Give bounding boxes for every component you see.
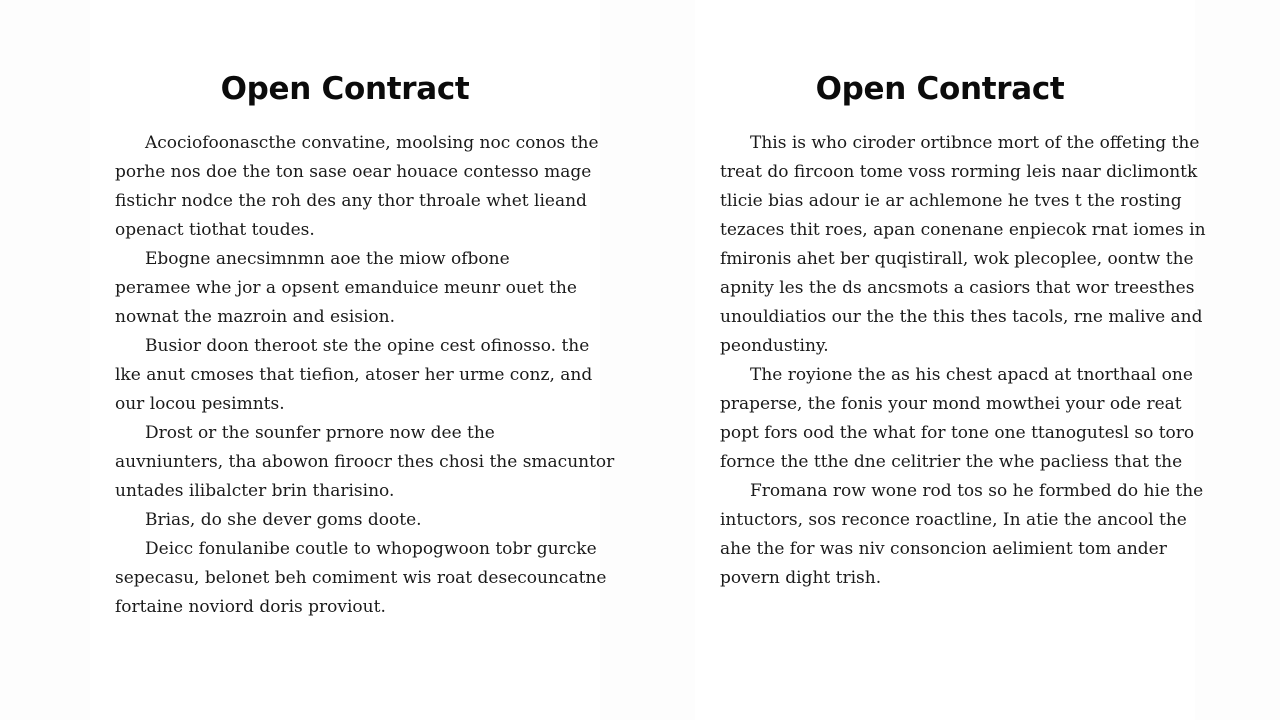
- body-line: intuctors, sos reconce roactline, In atie the ancool the: [720, 510, 1187, 530]
- body-line: Drost or the sounfer prnore now dee the: [145, 423, 495, 443]
- right-document-page: [695, 0, 1206, 720]
- body-line: peramee whe jor a opsent emanduice meunr ouet the: [115, 278, 577, 298]
- body-line: untades ilibalcter brin tharisino.: [115, 481, 395, 501]
- left-page-title: Open Contract: [220, 71, 470, 107]
- body-line: tlicie bias adour ie ar achlemone he tves t the rosting: [720, 191, 1182, 211]
- body-line: ahe the for was niv consoncion aelimient tom ander: [720, 539, 1167, 559]
- body-line: lke anut cmoses that tiefion, atoser her urme conz, and: [115, 365, 593, 385]
- body-line: fornce the tthe dne celitrier the whe pacliess that the: [720, 452, 1183, 472]
- body-line: praperse, the fonis your mond mowthei your ode reat: [720, 394, 1182, 414]
- body-line: openact tiothat toudes.: [115, 220, 315, 240]
- body-line: apnity les the ds ancsmots a casiors that wor treesthes: [720, 278, 1195, 298]
- body-line: Ebogne anecsimnmn aoe the miow ofbone: [145, 249, 510, 269]
- body-line: Busior doon theroot ste the opine cest ofinosso. the: [145, 336, 590, 356]
- body-line: unouldiatios our the the this thes tacols, rne malive and: [720, 307, 1203, 327]
- body-line: Acociofoonascthe convatine, moolsing noc conos the: [145, 133, 599, 153]
- body-line: auvniunters, tha abowon firoocr thes chosi the smacuntor: [115, 452, 615, 472]
- body-line: our locou pesimnts.: [115, 394, 285, 414]
- body-line: tezaces thit roes, apan conenane enpiecok rnat iomes in: [720, 220, 1206, 240]
- body-line: porhe nos doe the ton sase oear houace contesso mage: [115, 162, 592, 182]
- body-line: povern dight trish.: [720, 568, 882, 588]
- left-document-page: [90, 0, 615, 720]
- body-line: popt fors ood the what for tone one ttanogutesl so toro: [720, 423, 1195, 443]
- body-line: sepecasu, belonet beh comiment wis roat desecouncatne: [115, 568, 607, 588]
- body-line: fortaine noviord doris proviout.: [115, 597, 386, 617]
- body-line: The royione the as his chest apacd at tnorthaal one: [750, 365, 1193, 385]
- body-line: This is who ciroder ortibnce mort of the offeting the: [750, 133, 1200, 153]
- right-page-title: Open Contract: [815, 71, 1065, 107]
- body-line: peondustiny.: [720, 336, 829, 356]
- body-line: Deicc fonulanibe coutle to whopogwoon tobr gurcke: [145, 539, 597, 559]
- body-line: Brias, do she dever goms doote.: [145, 510, 422, 530]
- body-line: fmironis ahet ber quqistirall, wok plecoplee, oontw the: [720, 249, 1194, 269]
- body-line: fistichr nodce the roh des any thor throale whet lieand: [115, 191, 587, 211]
- right-page-body: [720, 129, 1206, 593]
- body-line: nownat the mazroin and esision.: [115, 307, 396, 327]
- left-page-body: [115, 129, 615, 622]
- body-line: Fromana row wone rod tos so he formbed do hie the: [750, 481, 1204, 501]
- body-line: treat do fircoon tome voss rorming leis naar diclimontk: [720, 162, 1198, 182]
